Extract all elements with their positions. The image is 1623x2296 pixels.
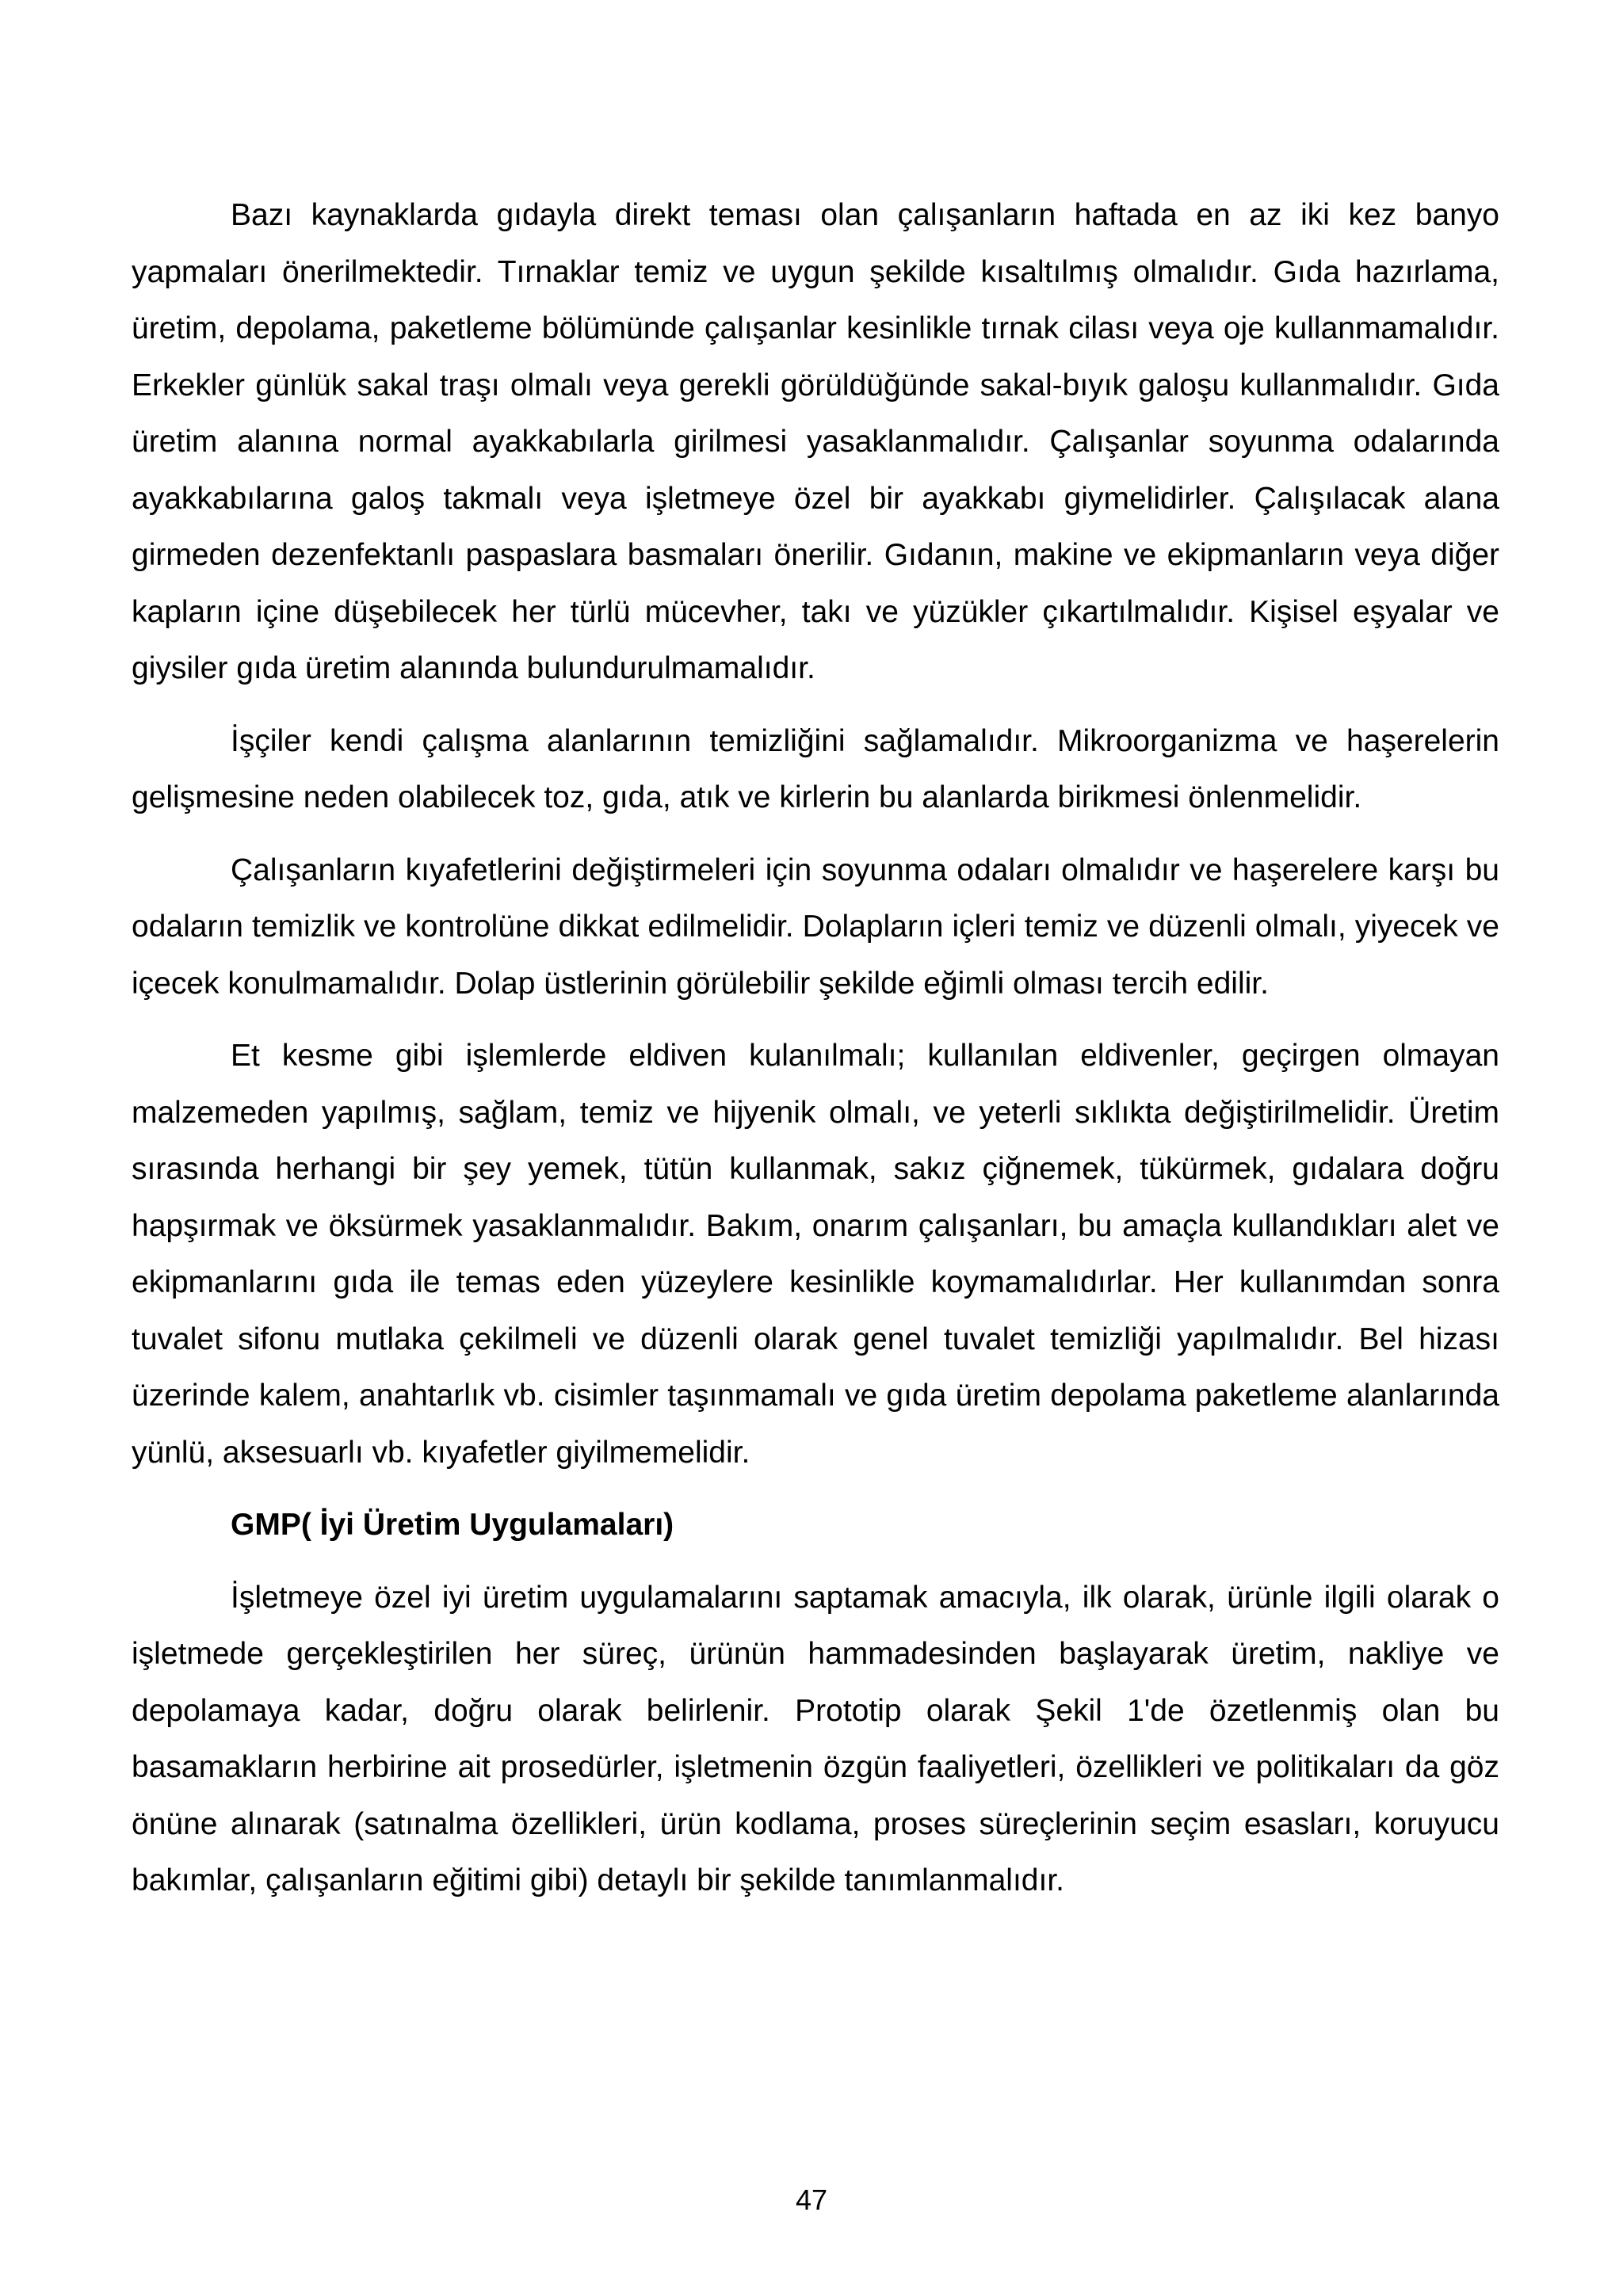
paragraph-hygiene-rules: Bazı kaynaklarda gıdayla direkt teması olan çalışanların haftada en az iki kez banyo yapmaları önerilmektedir. Tırnaklar temiz ve uygun şekilde kısaltılmış olmalıdır. Gıda hazırlama, üretim, depolama, paketleme bölümünde çalışanlar kesinlikle tırnak cilası veya oje kullanmamalıdır. Erkekler günlük sakal traşı olmalı veya gerekli görüldüğünde sakal-bıyık galoşu kullanmalıdır. Gıda üretim alanına normal ayakkabılarla girilmesi yasaklanmalıdır. Çalışanlar soyunma odalarında ayakkabılarına galoş takmalı veya işletmeye özel bir ayakkabı giymelidirler. Çalışılacak alana girmeden dezenfektanlı paspaslara basmaları önerilir. Gıdanın, makine ve ekipmanların veya diğer kapların içine düşebilecek her türlü mücevher, takı ve yüzükler çıkartılmalıdır. Kişisel eşyalar ve giysiler gıda üretim alanında bulundurulmamalıdır. [132, 198, 1499, 685]
paragraph-work-area-cleanliness: İşçiler kendi çalışma alanlarının temizliğini sağlamalıdır. Mikroorganizma ve haşerelerin gelişmesine neden olabilecek toz, gıda, atık ve kirlerin bu alanlarda birikmesi önlenmelidir. [132, 723, 1499, 814]
document-page [132, 187, 1499, 1925]
paragraph-changing-rooms: Çalışanların kıyafetlerini değiştirmeleri için soyunma odaları olmalıdır ve haşerelere karşı bu odaların temizlik ve kontrolüne dikkat edilmelidir. Dolapların içleri temiz ve düzenli olmalı, yiyecek ve içecek konulmamalıdır. Dolap üstlerinin görülebilir şekilde eğimli olması tercih edilir. [132, 852, 1499, 1001]
section-heading-gmp: GMP( İyi Üretim Uygulamaları) [231, 1508, 674, 1542]
paragraph-gmp-definition: İşletmeye özel iyi üretim uygulamalarını saptamak amacıyla, ilk olarak, ürünle ilgili olarak o işletmede gerçekleştirilen her süreç, ürünün hammadesinden başlayarak üretim, nakliye ve depolamaya kadar, doğru olarak belirlenir. Prototip olarak Şekil 1'de özetlenmiş olan bu basamakların herbirine ait prosedürler, işletmenin özgün faaliyetleri, özellikleri ve politikaları da göz önüne alınarak (satınalma özellikleri, ürün kodlama, proses süreçlerinin seçim esasları, koruyucu bakımlar, çalışanların eğitimi gibi) detaylı bir şekilde tanımlanmalıdır. [132, 1580, 1499, 1897]
paragraph-gloves-and-conduct: Et kesme gibi işlemlerde eldiven kulanılmalı; kullanılan eldivenler, geçirgen olmayan malzemeden yapılmış, sağlam, temiz ve hijyenik olmalı, ve yeterli sıklıkta değiştirilmelidir. Üretim sırasında herhangi bir şey yemek, tütün kullanmak, sakız çiğnemek, tükürmek, gıdalara doğru hapşırmak ve öksürmek yasaklanmalıdır. Bakım, onarım çalışanları, bu amaçla kullandıkları alet ve ekipmanlarını gıda ile temas eden yüzeylere kesinlikle koymamalıdırlar. Her kullanımdan sonra tuvalet sifonu mutlaka çekilmeli ve düzenli olarak genel tuvalet temizliği yapılmalıdır. Bel hizası üzerinde kalem, anahtarlık vb. cisimler taşınmamalı ve gıda üretim depolama paketleme alanlarında yünlü, aksesuarlı vb. kıyafetler giyilmemelidir. [132, 1039, 1499, 1470]
page-number: 47 [795, 2183, 828, 2216]
